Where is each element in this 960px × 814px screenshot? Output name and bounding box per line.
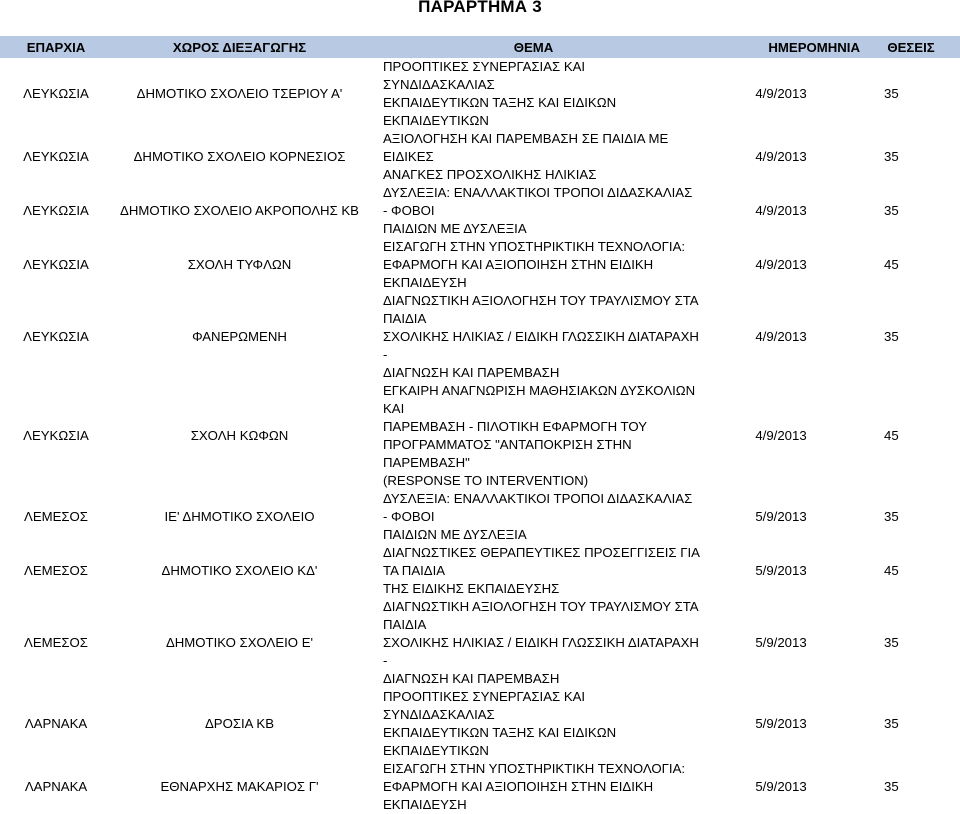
table-row xyxy=(0,292,960,382)
topic-line: ΕΓΚΑΙΡΗ ΑΝΑΓΝΩΡΙΣΗ ΜΑΘΗΣΙΑΚΩΝ ΔΥΣΚΟΛΙΩΝ ΚΑΙ xyxy=(383,383,696,416)
table-row xyxy=(0,184,960,238)
cell-seats: 45 xyxy=(884,257,899,272)
cell-seats: 45 xyxy=(884,563,899,578)
topic-line: ΣΧΟΛΙΚΗΣ ΗΛΙΚΙΑΣ / ΕΙΔΙΚΗ ΓΛΩΣΣΙΚΗ ΔΙΑΤΑΡΑΧΗ - xyxy=(383,635,699,668)
cell-province: ΛΕΥΚΩΣΙΑ xyxy=(23,257,89,272)
topic-line: ΕΦΑΡΜΟΓΗ ΚΑΙ ΑΞΙΟΠΟΙΗΣΗ ΣΤΗΝ ΕΙΔΙΚΗ ΕΚΠΑΙΔΕΥΣΗ xyxy=(383,779,654,812)
table-row xyxy=(0,490,960,544)
topic-line: ΣΧΟΛΙΚΗΣ ΗΛΙΚΙΑΣ / ΕΙΔΙΚΗ ΓΛΩΣΣΙΚΗ ΔΙΑΤΑΡΑΧΗ - xyxy=(383,329,699,362)
cell-seats: 35 xyxy=(884,779,899,794)
table-row xyxy=(0,382,960,490)
cell-venue: ΔΗΜΟΤΙΚΟ ΣΧΟΛΕΙΟ ΤΣΕΡΙΟΥ Α' xyxy=(136,86,343,101)
cell-venue: ΙΕ' ΔΗΜΟΤΙΚΟ ΣΧΟΛΕΙΟ xyxy=(164,509,315,524)
cell-province: ΛΑΡΝΑΚΑ xyxy=(24,716,88,731)
topic-line: ΔΙΑΓΝΩΣΤΙΚΗ ΑΞΙΟΛΟΓΗΣΗ ΤΟΥ ΤΡΑΥΛΙΣΜΟΥ ΣΤΑ ΠΑΙΔΙΑ xyxy=(383,293,698,326)
cell-province: ΛΕΥΚΩΣΙΑ xyxy=(23,86,89,101)
cell-province: ΛΕΥΚΩΣΙΑ xyxy=(23,428,89,443)
table-body xyxy=(0,58,960,814)
cell-province: ΛΕΜΕΣΟΣ xyxy=(24,635,88,650)
cell-date: 5/9/2013 xyxy=(755,635,807,650)
table-row xyxy=(0,58,960,130)
table-row xyxy=(0,130,960,184)
topic-line: ΕΙΣΑΓΩΓΗ ΣΤΗΝ ΥΠΟΣΤΗΡΙΚΤΙΚΗ ΤΕΧΝΟΛΟΓΙΑ: xyxy=(383,239,686,254)
header-seats: ΘΕΣΕΙΣ xyxy=(862,36,960,58)
page-title: ΠΑΡΑΡΤΗΜΑ 3 xyxy=(418,0,542,16)
cell-seats: 35 xyxy=(884,149,899,164)
cell-venue: ΔΡΟΣΙΑ ΚΒ xyxy=(204,716,274,731)
cell-date: 5/9/2013 xyxy=(755,716,807,731)
cell-date: 4/9/2013 xyxy=(755,86,807,101)
cell-topic xyxy=(367,58,700,130)
cell-province: ΛΕΥΚΩΣΙΑ xyxy=(23,329,89,344)
cell-topic xyxy=(367,382,700,490)
cell-date: 5/9/2013 xyxy=(755,509,807,524)
cell-topic xyxy=(367,490,700,544)
header-province: ΕΠΑΡΧΙΑ xyxy=(0,36,112,58)
seminar-schedule-table xyxy=(0,36,960,814)
cell-province: ΛΕΥΚΩΣΙΑ xyxy=(23,203,89,218)
topic-line: ΠΑΙΔΙΩΝ ΜΕ ΔΥΣΛΕΞΙΑ xyxy=(383,527,527,542)
cell-date: 4/9/2013 xyxy=(755,203,807,218)
table-row xyxy=(0,238,960,292)
header-venue: ΧΩΡΟΣ ΔΙΕΞΑΓΩΓΗΣ xyxy=(112,36,367,58)
table-row xyxy=(0,544,960,598)
topic-line: ΠΡΟΟΠΤΙΚΕΣ ΣΥΝΕΡΓΑΣΙΑΣ ΚΑΙ ΣΥΝΔΙΔΑΣΚΑΛΙΑΣ xyxy=(383,689,586,722)
cell-province: ΛΕΥΚΩΣΙΑ xyxy=(23,149,89,164)
cell-venue: ΔΗΜΟΤΙΚΟ ΣΧΟΛΕΙΟ ΚΟΡΝΕΣΙΟΣ xyxy=(133,149,346,164)
cell-venue: ΔΗΜΟΤΙΚΟ ΣΧΟΛΕΙΟ Ε' xyxy=(165,635,314,650)
topic-line: (RESPONSE TO INTERVENTION) xyxy=(383,473,589,488)
cell-seats: 35 xyxy=(884,86,899,101)
cell-date: 4/9/2013 xyxy=(755,428,807,443)
topic-line: ΔΙΑΓΝΩΣΗ ΚΑΙ ΠΑΡΕΜΒΑΣΗ xyxy=(383,365,560,380)
header-topic: ΘΕΜΑ xyxy=(367,36,700,58)
header-date: ΗΜΕΡΟΜΗΝΙΑ xyxy=(700,36,862,58)
topic-line: ΔΥΣΛΕΞΙΑ: ΕΝΑΛΛΑΚΤΙΚΟΙ ΤΡΟΠΟΙ ΔΙΔΑΣΚΑΛΙΑΣ - ΦΟΒΟΙ xyxy=(383,491,693,524)
topic-line: ΔΥΣΛΕΞΙΑ: ΕΝΑΛΛΑΚΤΙΚΟΙ ΤΡΟΠΟΙ ΔΙΔΑΣΚΑΛΙΑΣ - ΦΟΒΟΙ xyxy=(383,185,693,218)
table-header-row xyxy=(0,36,960,58)
topic-line: ΔΙΑΓΝΩΣΤΙΚΗ ΑΞΙΟΛΟΓΗΣΗ ΤΟΥ ΤΡΑΥΛΙΣΜΟΥ ΣΤΑ ΠΑΙΔΙΑ xyxy=(383,599,698,632)
cell-date: 5/9/2013 xyxy=(755,779,807,794)
cell-topic xyxy=(367,544,700,598)
cell-topic xyxy=(367,688,700,760)
cell-date: 4/9/2013 xyxy=(755,329,807,344)
cell-province: ΛΑΡΝΑΚΑ xyxy=(24,779,88,794)
topic-line: ΕΦΑΡΜΟΓΗ ΚΑΙ ΑΞΙΟΠΟΙΗΣΗ ΣΤΗΝ ΕΙΔΙΚΗ ΕΚΠΑΙΔΕΥΣΗ xyxy=(383,257,654,290)
table-row xyxy=(0,688,960,760)
cell-topic xyxy=(367,130,700,184)
cell-seats: 35 xyxy=(884,635,899,650)
topic-line: ΕΚΠΑΙΔΕΥΤΙΚΩΝ ΤΑΞΗΣ ΚΑΙ ΕΙΔΙΚΩΝ ΕΚΠΑΙΔΕΥΤΙΚΩΝ xyxy=(383,95,617,128)
cell-venue: ΣΧΟΛΗ ΤΥΦΛΩΝ xyxy=(187,257,292,272)
cell-seats: 35 xyxy=(884,716,899,731)
topic-line: ΠΑΡΕΜΒΑΣΗ - ΠΙΛΟΤΙΚΗ ΕΦΑΡΜΟΓΗ ΤΟΥ xyxy=(383,419,647,434)
topic-line: ΑΞΙΟΛΟΓΗΣΗ ΚΑΙ ΠΑΡΕΜΒΑΣΗ ΣΕ ΠΑΙΔΙΑ ΜΕ ΕΙΔΙΚΕΣ xyxy=(383,131,669,164)
cell-venue: ΔΗΜΟΤΙΚΟ ΣΧΟΛΕΙΟ ΑΚΡΟΠΟΛΗΣ ΚΒ xyxy=(120,203,359,218)
table-row xyxy=(0,760,960,814)
topic-line: ΑΝΑΓΚΕΣ ΠΡΟΣΧΟΛΙΚΗΣ ΗΛΙΚΙΑΣ xyxy=(383,167,597,182)
cell-venue: ΔΗΜΟΤΙΚΟ ΣΧΟΛΕΙΟ ΚΔ' xyxy=(161,563,318,578)
topic-line: ΔΙΑΓΝΩΣΗ ΚΑΙ ΠΑΡΕΜΒΑΣΗ xyxy=(383,671,560,686)
cell-date: 5/9/2013 xyxy=(755,563,807,578)
cell-venue: ΕΘΝΑΡΧΗΣ ΜΑΚΑΡΙΟΣ Γ' xyxy=(160,779,319,794)
cell-seats: 35 xyxy=(884,203,899,218)
cell-province: ΛΕΜΕΣΟΣ xyxy=(24,509,88,524)
cell-topic xyxy=(367,184,700,238)
cell-seats: 35 xyxy=(884,329,899,344)
topic-line: ΤΗΣ ΕΙΔΙΚΗΣ ΕΚΠΑΙΔΕΥΣΗΣ xyxy=(383,581,560,596)
topic-line: ΠΡΟΟΠΤΙΚΕΣ ΣΥΝΕΡΓΑΣΙΑΣ ΚΑΙ ΣΥΝΔΙΔΑΣΚΑΛΙΑΣ xyxy=(383,59,586,92)
topic-line: ΕΚΠΑΙΔΕΥΤΙΚΩΝ ΤΑΞΗΣ ΚΑΙ ΕΙΔΙΚΩΝ ΕΚΠΑΙΔΕΥΤΙΚΩΝ xyxy=(383,725,617,758)
topic-line: ΔΙΑΓΝΩΣΤΙΚΕΣ ΘΕΡΑΠΕΥΤΙΚΕΣ ΠΡΟΣΕΓΓΙΣΕΙΣ ΓΙΑ ΤΑ ΠΑΙΔΙΑ xyxy=(383,545,700,578)
cell-venue: ΦΑΝΕΡΩΜΕΝΗ xyxy=(192,329,287,344)
cell-date: 4/9/2013 xyxy=(755,257,807,272)
cell-topic xyxy=(367,238,700,292)
cell-topic xyxy=(367,760,700,814)
cell-topic xyxy=(367,292,700,382)
topic-line: ΕΙΣΑΓΩΓΗ ΣΤΗΝ ΥΠΟΣΤΗΡΙΚΤΙΚΗ ΤΕΧΝΟΛΟΓΙΑ: xyxy=(383,761,686,776)
cell-seats: 35 xyxy=(884,509,899,524)
cell-date: 4/9/2013 xyxy=(755,149,807,164)
table-row xyxy=(0,598,960,688)
topic-line: ΠΑΙΔΙΩΝ ΜΕ ΔΥΣΛΕΞΙΑ xyxy=(383,221,527,236)
cell-province: ΛΕΜΕΣΟΣ xyxy=(24,563,88,578)
cell-seats: 45 xyxy=(884,428,899,443)
topic-line: ΠΡΟΓΡΑΜΜΑΤΟΣ "ΑΝΤΑΠΟΚΡΙΣΗ ΣΤΗΝ ΠΑΡΕΜΒΑΣΗ" xyxy=(383,437,632,470)
cell-venue: ΣΧΟΛΗ ΚΩΦΩΝ xyxy=(190,428,289,443)
cell-topic xyxy=(367,598,700,688)
